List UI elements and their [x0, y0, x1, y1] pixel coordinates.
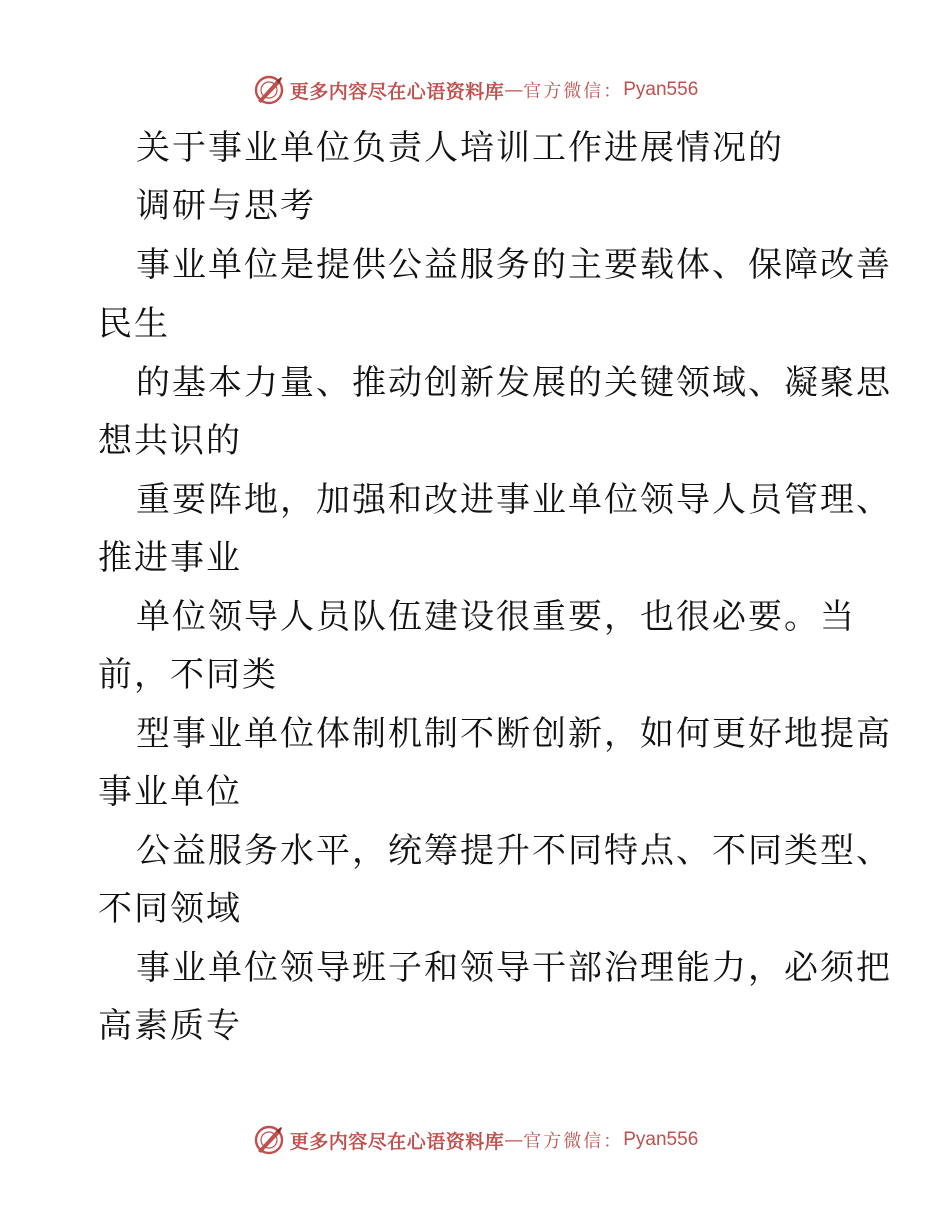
paragraph-line: 事业单位领导班子和领导干部治理能力，必须把 — [136, 948, 892, 988]
document-title-line-2: 调研与思考 — [136, 186, 316, 226]
watermark-wechat-id: Pyan556 — [623, 1129, 699, 1150]
watermark-separator: — — [504, 1129, 524, 1151]
paragraph-line: 高素质专 — [98, 1006, 242, 1046]
watermark-wechat-id: Pyan556 — [623, 79, 699, 100]
paragraph-line: 重要阵地，加强和改进事业单位领导人员管理、 — [136, 480, 892, 520]
header-watermark — [0, 70, 950, 110]
paragraph-line: 民生 — [98, 304, 170, 344]
watermark-contact-label: 官方微信： — [523, 81, 624, 102]
paragraph-line: 想共识的 — [98, 421, 242, 461]
document-title-line-1: 关于事业单位负责人培训工作进展情况的 — [136, 128, 784, 168]
quill-seal-icon — [252, 1123, 286, 1157]
paragraph-line: 公益服务水平，统筹提升不同特点、不同类型、 — [136, 831, 892, 871]
paragraph-line: 事业单位 — [98, 772, 242, 812]
paragraph-line: 单位领导人员队伍建设很重要，也很必要。当 — [136, 597, 856, 637]
footer-watermark — [0, 1120, 950, 1160]
watermark-separator: — — [504, 79, 524, 101]
paragraph-line: 推进事业 — [98, 538, 242, 578]
paragraph-line: 前，不同类 — [98, 655, 278, 695]
paragraph-line: 型事业单位体制机制不断创新，如何更好地提高 — [136, 714, 892, 754]
paragraph-line: 事业单位是提供公益服务的主要载体、保障改善 — [136, 245, 892, 285]
watermark-contact-label: 官方微信： — [523, 1131, 624, 1152]
paragraph-line: 不同领域 — [98, 889, 242, 929]
watermark-brand-text: 更多内容尽在心语资料库 — [289, 80, 505, 103]
quill-seal-icon — [252, 73, 286, 107]
watermark-brand-text: 更多内容尽在心语资料库 — [289, 1130, 505, 1153]
paragraph-line: 的基本力量、推动创新发展的关键领域、凝聚思 — [136, 363, 892, 403]
